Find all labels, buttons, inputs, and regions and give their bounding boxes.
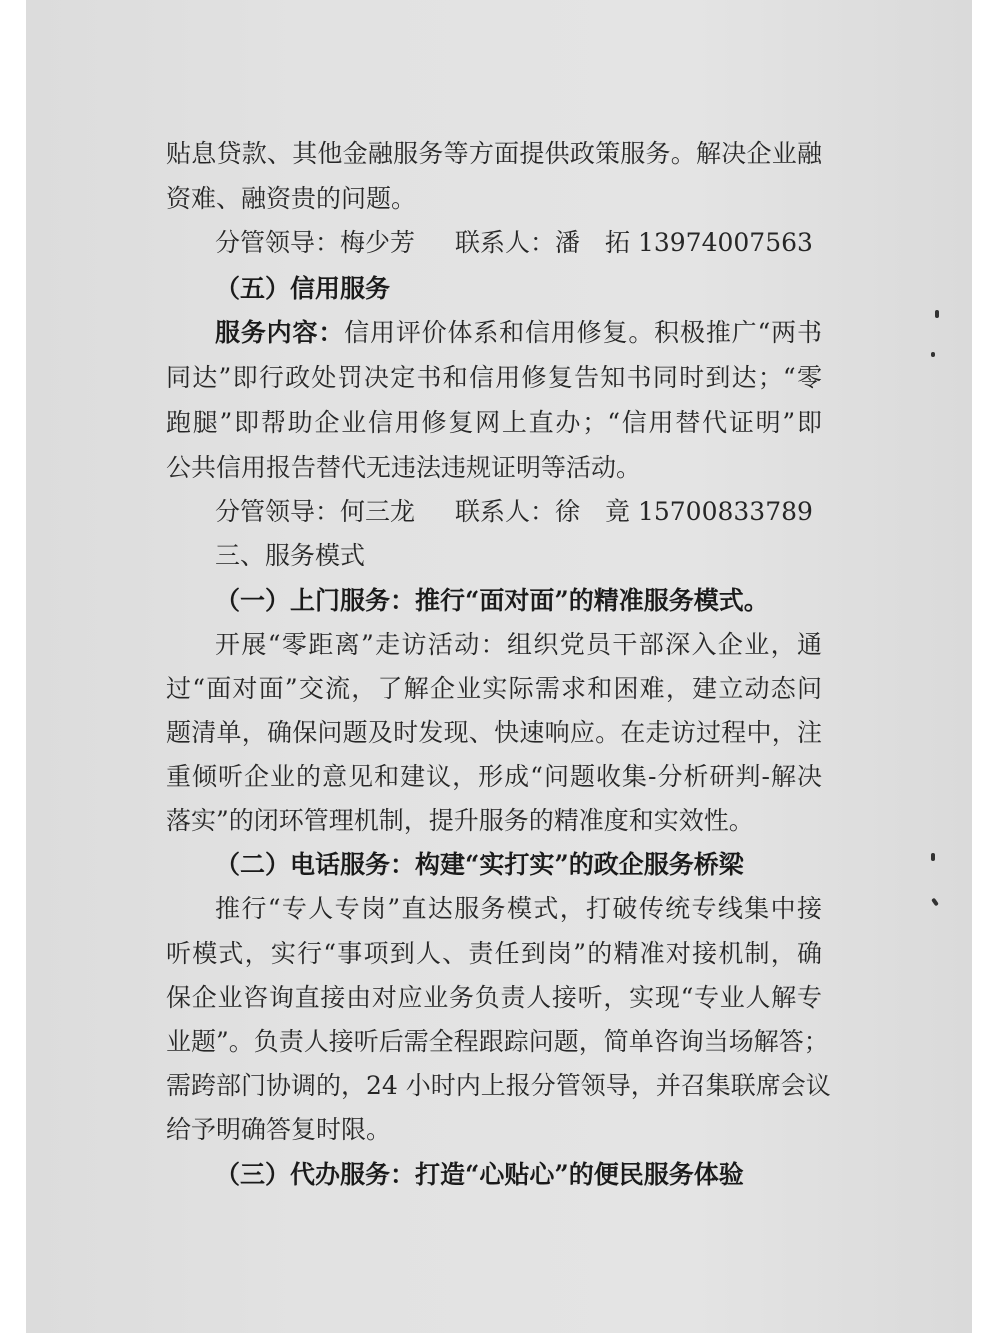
- body-line: 跑腿”即帮助企业信用修复网上直办；“信用替代证明”即: [166, 408, 822, 437]
- body-line: 同达”即行政处罚决定书和信用修复告知书同时到达；“零: [166, 363, 822, 392]
- contact-label: 联系人：潘 拓 13974007563: [455, 228, 813, 257]
- service-content-line: [215, 318, 822, 348]
- leader-label: 分管领导：梅少芳: [215, 228, 416, 257]
- body-line: 资难、融资贵的问题。: [166, 184, 417, 213]
- scan-speck: [931, 853, 935, 861]
- body-line: 过“面对面”交流，了解企业实际需求和困难，建立动态问: [166, 674, 822, 703]
- body-line: 听模式，实行“事项到人、责任到岗”的精准对接机制，确: [166, 939, 822, 968]
- body-line: 推行“专人专岗”直达服务模式，打破传统专线集中接: [215, 894, 822, 923]
- contact-line-finance: [215, 228, 813, 258]
- body-line: 业题”。负责人接听后需全程跟踪问题，简单咨询当场解答；: [166, 1027, 829, 1056]
- body-line: 开展“零距离”走访活动：组织党员干部深入企业，通: [215, 630, 822, 659]
- section-heading-credit: （五）信用服务: [215, 274, 391, 303]
- body-line: 给予明确答复时限。: [166, 1115, 392, 1144]
- subheading-door-service: （一）上门服务：推行“面对面”的精准服务模式。: [215, 586, 769, 615]
- subheading-agency-service: （三）代办服务：打造“心贴心”的便民服务体验: [215, 1160, 744, 1189]
- scan-speck: [935, 310, 939, 318]
- body-line: 公共信用报告替代无违法违规证明等活动。: [166, 453, 642, 482]
- leader-label: 分管领导：何三龙: [215, 497, 416, 526]
- service-content-label: 服务内容：: [215, 318, 345, 347]
- body-line: 题清单，确保问题及时发现、快速响应。在走访过程中，注: [166, 718, 822, 747]
- subheading-phone-service: （二）电话服务：构建“实打实”的政企服务桥梁: [215, 850, 744, 879]
- service-content-text: 信用评价体系和信用修复。积极推广“两书: [344, 318, 822, 347]
- body-line: 贴息贷款、其他金融服务等方面提供政策服务。解决企业融: [166, 139, 822, 168]
- contact-label: 联系人：徐 竟 15700833789: [455, 497, 813, 526]
- scan-speck: [931, 352, 935, 357]
- section-heading-service-mode: 三、服务模式: [215, 541, 366, 570]
- contact-line-credit: [215, 497, 813, 527]
- body-line: 落实”的闭环管理机制，提升服务的精准度和实效性。: [166, 806, 754, 835]
- body-line: 需跨部门协调的，24 小时内上报分管领导，并召集联席会议: [166, 1071, 831, 1100]
- body-line: 重倾听企业的意见和建议，形成“问题收集-分析研判-解决: [166, 762, 822, 791]
- body-line: 保企业咨询直接由对应业务负责人接听，实现“专业人解专: [166, 983, 822, 1012]
